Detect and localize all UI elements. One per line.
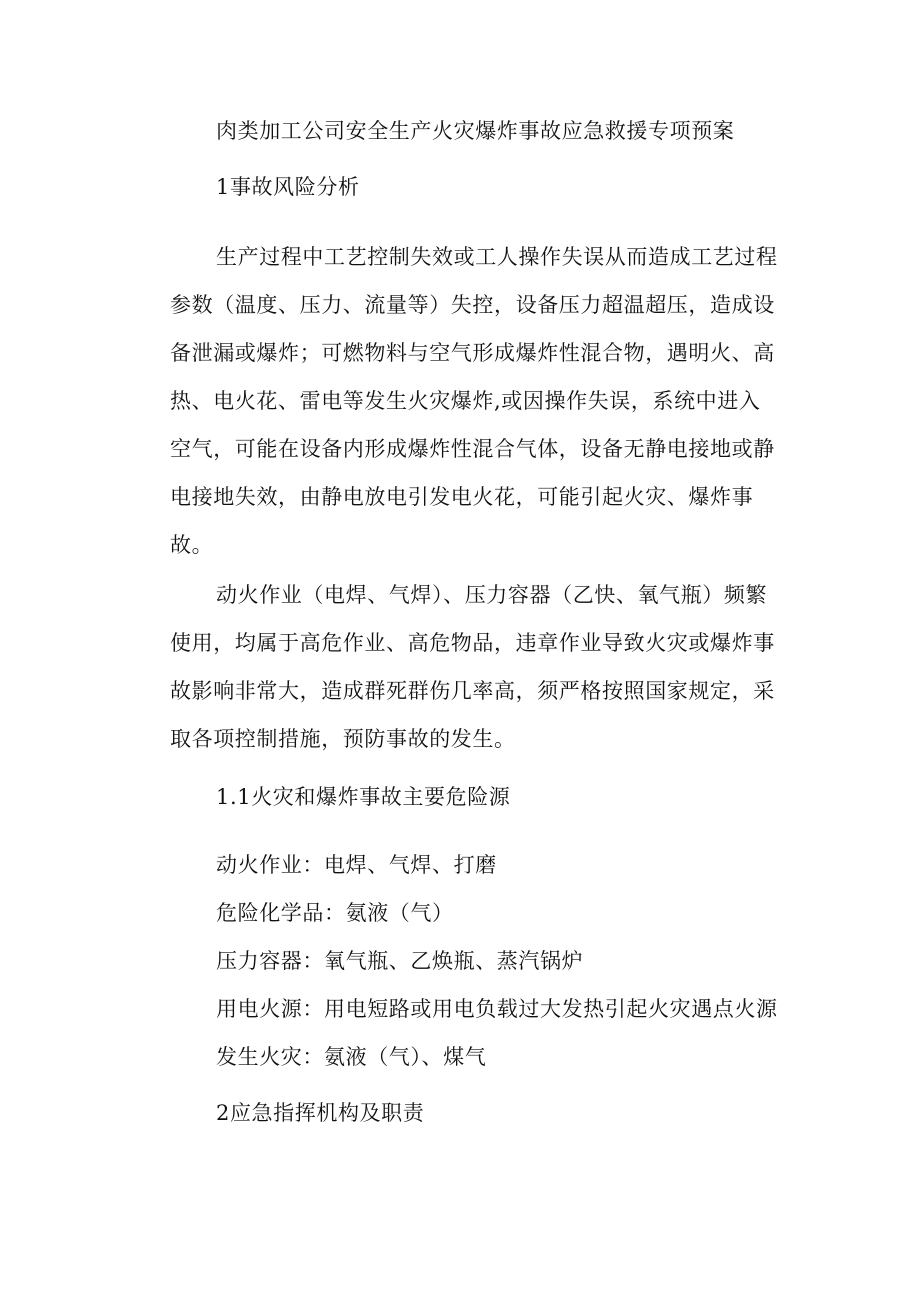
paragraph-1-line-3: 备泄漏或爆炸；可燃物料与空气形成爆炸性混合物，遇明火、高 <box>170 341 775 365</box>
paragraph-1-line-1: 生产过程中工艺控制失效或工人操作失误从而造成工艺过程 <box>216 245 778 269</box>
paragraph-1-line-2: 参数（温度、压力、流量等）失控，设备压力超温超压，造成设 <box>170 293 775 317</box>
hazard-item: 发生火灾：氨液（气）、煤气 <box>216 1045 487 1069</box>
paragraph-1-line-5: 空气，可能在设备内形成爆炸性混合气体，设备无静电接地或静 <box>170 437 775 461</box>
paragraph-2-line-3: 故影响非常大，造成群死群伤几率高，须严格按照国家规定，采 <box>170 679 775 703</box>
paragraph-1-line-4: 热、电火花、雷电等发生火灾爆炸,或因操作失误，系统中进入 <box>170 389 761 413</box>
section-2-heading: 2应急指挥机构及职责 <box>216 1101 425 1125</box>
section-1-1-heading: 1.1火灾和爆炸事故主要危险源 <box>216 785 511 809</box>
section-1-heading: 1事故风险分析 <box>216 175 360 199</box>
document-title: 肉类加工公司安全生产火灾爆炸事故应急救援专项预案 <box>216 119 735 143</box>
paragraph-2-line-1: 动火作业（电焊、气焊）、压力容器（乙快、氧气瓶）频繁 <box>216 583 768 607</box>
paragraph-2-line-4: 取各项控制措施，预防事故的发生。 <box>170 727 516 751</box>
paragraph-1-line-6: 电接地失效，由静电放电引发电火花，可能引起火灾、爆炸事 <box>170 485 754 509</box>
hazard-item: 动火作业：电焊、气焊、打磨 <box>216 853 497 877</box>
hazard-item: 压力容器：氧气瓶、乙焕瓶、蒸汽锅炉 <box>216 949 584 973</box>
hazard-item: 危险化学品：氨液（气） <box>216 901 454 925</box>
hazard-item: 用电火源：用电短路或用电负载过大发热引起火灾遇点火源 <box>216 997 778 1021</box>
paragraph-2-line-2: 使用，均属于高危作业、高危物品，违章作业导致火灾或爆炸事 <box>170 631 775 655</box>
paragraph-1-line-7: 故。 <box>170 533 214 557</box>
